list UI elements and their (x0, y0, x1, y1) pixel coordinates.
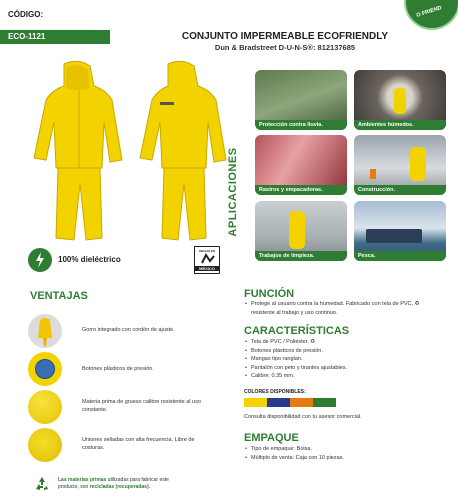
code-label: CÓDIGO: (8, 10, 44, 19)
color-swatch-orange (290, 398, 313, 407)
lightning-icon (28, 248, 52, 272)
funcion-title: FUNCIÓN (244, 288, 295, 300)
advantage-text: Gorro integrado con cordón de ajuste. (82, 327, 175, 333)
caracteristica-item: • Pantalón con peto y tirantes ajustables. (244, 364, 444, 373)
app-fishing: Pesca. (354, 201, 446, 261)
applications-title: APLICACIONES (227, 147, 239, 237)
button-closeup-image (28, 352, 62, 386)
hecho-en-mexico-logo: HECHO EN MÉXICO (194, 246, 220, 274)
seam-closeup-image (28, 428, 62, 462)
availability-note: Consulta disponibilidad con tu asesor comercial. (244, 414, 362, 420)
funcion-list (244, 300, 444, 317)
raincoat-back-image (138, 60, 228, 245)
caracteristica-item: • Mangas tipo ranglan. (244, 355, 444, 364)
caracteristicas-title: CARACTERÍSTICAS (244, 325, 350, 337)
code-bar (0, 30, 110, 44)
recycled-materials-note: Las materias primas utilizadas para fabricar este producto, son recicladas (recuperadas). (58, 477, 169, 490)
app-construction: Construcción. (354, 135, 446, 195)
color-swatch-yellow (244, 398, 267, 407)
product-code: ECO-1121 (8, 32, 46, 41)
app-rain-protection: Protección contra lluvia. (255, 70, 347, 130)
advantage-text: Uniones selladas con alta frecuencia. Libre de costuras. (82, 437, 195, 451)
funcion-item: • Protege al usuario contra la humedad. Fabricado con tela de PVC, ♻ resistente al trabajo y uso continuo. (244, 300, 444, 317)
hood-closeup-image (28, 314, 62, 348)
app-cleaning-work: Trabajos de limpieza. (255, 201, 347, 261)
empaque-item: • Múltiplo de venta: Caja con 10 piezas. (244, 454, 444, 463)
raincoat-front-image (30, 60, 126, 245)
color-swatch-blue (267, 398, 290, 407)
caracteristica-item: • Botones plásticos de presión. (244, 347, 444, 356)
caracteristica-item: • Calibre: 0.35 mm. (244, 372, 444, 381)
ventajas-title: VENTAJAS (30, 290, 88, 302)
empaque-list (244, 445, 444, 462)
advantage-text: Botones plásticos de presión. (82, 366, 154, 372)
colors-label: COLORES DISPONIBLES: (244, 389, 306, 395)
product-title: CONJUNTO IMPERMEABLE ECOFRIENDLY (181, 31, 389, 42)
fabric-closeup-image (28, 390, 62, 424)
eco-friendly-badge: O FRIEND (404, 0, 458, 30)
empaque-title: EMPAQUE (244, 432, 299, 444)
caracteristicas-list (244, 338, 444, 381)
recycle-icon (34, 476, 50, 492)
advantage-text: Materia prima de grueso calibre resistente al uso constante. (82, 399, 201, 413)
app-humid-environments: Ambientes húmedos. (354, 70, 446, 130)
app-slaughterhouses: Rastros y empacadoras. (255, 135, 347, 195)
dielectric-label: 100% dieléctrico (58, 255, 121, 264)
duns-number: Dun & Bradstreet D-U-N-S®: 812137685 (214, 43, 356, 52)
color-swatch-green (313, 398, 336, 407)
empaque-item: • Tipo de empaque: Bolsa. (244, 445, 444, 454)
caracteristica-item: • Tela de PVC / Poliéster. ♻ (244, 338, 444, 347)
